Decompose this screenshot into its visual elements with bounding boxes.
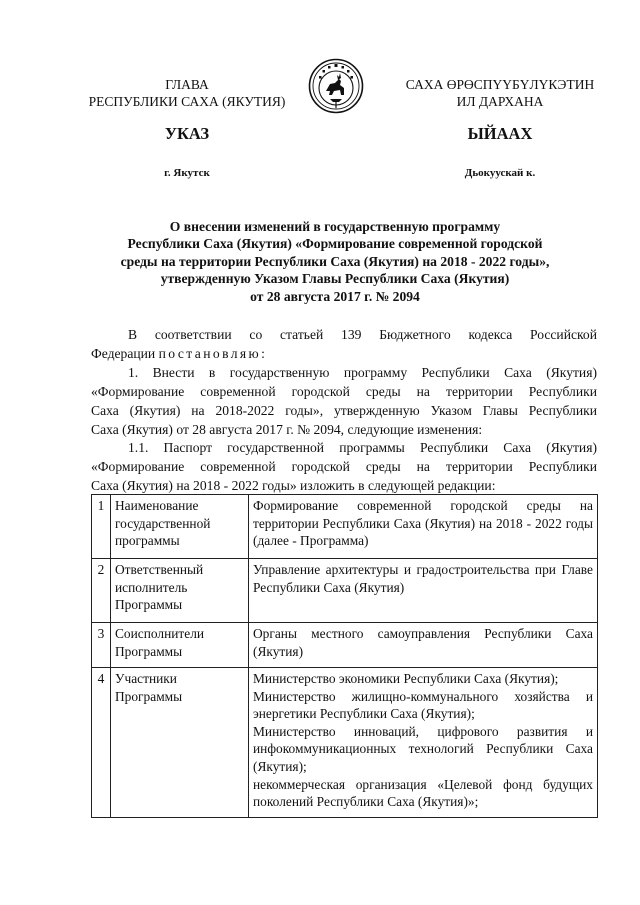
table-row xyxy=(92,668,598,818)
issuer-line-1-sakha: САХА ӨРӨСПҮҮБҮЛҮКЭТИН xyxy=(405,77,595,92)
body-line: 1.1. Паспорт государственной программы Республики Саха (Якутия) xyxy=(128,440,597,456)
document-body xyxy=(91,326,597,496)
row-label: Участники Программы xyxy=(111,668,249,818)
body-text: Федерации xyxy=(91,345,156,361)
title-line: среды на территории Республики Саха (Якутия) на 2018 - 2022 годы», xyxy=(120,253,550,269)
body-line: Саха (Якутия) на 2018 - 2022 годы» изложить в следующей редакции: xyxy=(91,478,496,494)
yakutia-coat-of-arms-icon xyxy=(308,58,364,114)
table-row xyxy=(92,559,598,623)
issuer-header-sakha xyxy=(385,76,615,110)
body-line: «Формирование современной городской среды на территории Республики xyxy=(91,459,597,475)
title-line: утвержденную Указом Главы Республики Саха (Якутия) xyxy=(160,271,510,287)
resolution-word: постановляю: xyxy=(158,345,268,361)
issuer-line-2-sakha: ИЛ ДАРХАНА xyxy=(456,94,544,109)
doc-type-ru: УКАЗ xyxy=(164,124,210,143)
table-row xyxy=(92,495,598,559)
row-value: Управление архитектуры и градостроительства при Главе Республики Саха (Якутия) xyxy=(249,559,598,623)
row-number: 3 xyxy=(92,623,111,668)
row-number: 2 xyxy=(92,559,111,623)
participant-item: Министерство жилищно-коммунального хозяйства и энергетики Республики Саха (Якутия); xyxy=(253,688,593,722)
body-line: Саха (Якутия) на 2018-2022 годы», утвержденную Указом Главы Республики xyxy=(91,402,597,418)
participant-item: Министерство инноваций, цифрового развития и инфокоммуникационных технологий Республики Саха (Якутия); xyxy=(253,723,593,774)
row-value: Формирование современной городской среды на территории Республики Саха (Якутия) на 2018 - 2022 годы (далее - Программа) xyxy=(249,495,598,559)
document-title xyxy=(90,218,580,305)
body-line xyxy=(91,345,597,364)
row-value: Органы местного самоуправления Республики Саха (Якутия) xyxy=(249,623,598,668)
program-passport-table xyxy=(91,494,598,818)
title-line: Республики Саха (Якутия) «Формирование современной городской xyxy=(127,236,543,252)
place-ru: г. Якутск xyxy=(164,167,210,179)
body-line: «Формирование современной городской среды на территории Республики xyxy=(91,383,597,399)
body-line: Саха (Якутия) от 28 августа 2017 г. № 2094, следующие изменения: xyxy=(91,421,483,437)
row-number: 4 xyxy=(92,668,111,818)
title-line: О внесении изменений в государственную программу xyxy=(169,219,501,234)
issuer-line-1: ГЛАВА xyxy=(165,77,209,92)
body-line: 1. Внести в государственную программу Республики Саха (Якутия) xyxy=(128,364,597,380)
place-sakha: Дьокуускай к. xyxy=(464,167,536,179)
participant-item: некоммерческая организация «Целевой фонд будущих поколений Республики Саха (Якутия)»; xyxy=(253,776,593,810)
issuer-line-2: РЕСПУБЛИКИ САХА (ЯКУТИЯ) xyxy=(88,94,286,109)
title-line: от 28 августа 2017 г. № 2094 xyxy=(250,288,420,304)
row-label: Наименование государственной программы xyxy=(111,495,249,559)
table-row xyxy=(92,623,598,668)
row-label: Соисполнители Программы xyxy=(111,623,249,668)
row-value xyxy=(249,668,598,818)
row-number: 1 xyxy=(92,495,111,559)
participant-item: Министерство экономики Республики Саха (Якутия); xyxy=(253,671,559,686)
issuer-header-ru xyxy=(82,76,292,110)
doc-type-sakha: ЫЙААХ xyxy=(467,124,533,143)
row-label: Ответственный исполнитель Программы xyxy=(111,559,249,623)
body-line: В соответствии со статьей 139 Бюджетного кодекса Российской xyxy=(128,327,597,342)
